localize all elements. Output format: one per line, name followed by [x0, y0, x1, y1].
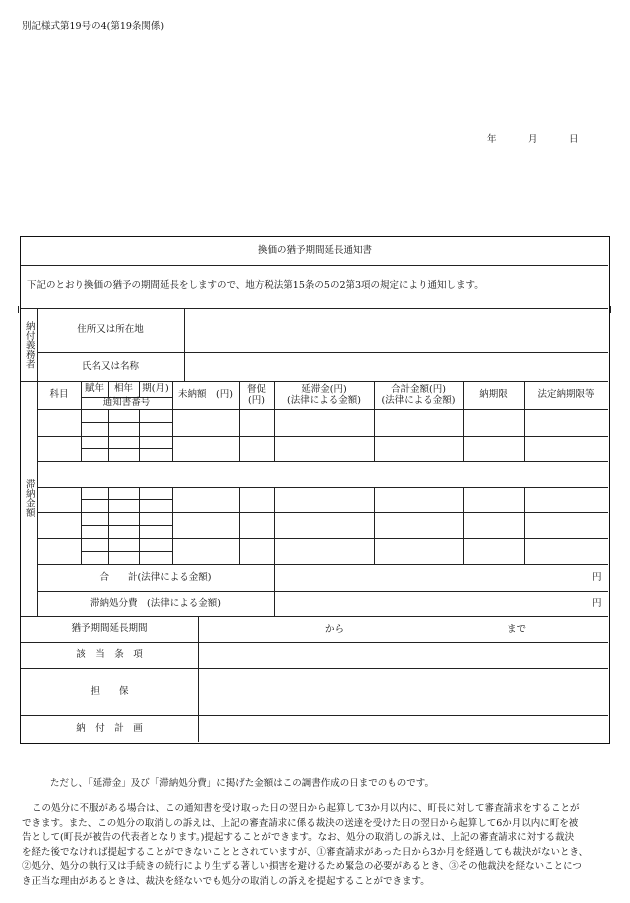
extension-from: から	[325, 624, 345, 635]
taxpayer-section-label: 納付義務者	[23, 321, 35, 369]
col-demand-fee	[239, 381, 274, 409]
appeal-text	[22, 802, 608, 889]
col-item: 科目	[49, 389, 69, 401]
col-late-fee-line1: 延滞金(円)	[301, 383, 347, 395]
date-day: 日	[569, 134, 579, 145]
col-due-date: 納期限	[479, 389, 508, 401]
form-code: 別記様式第19号の4(第19条関係)	[22, 21, 165, 32]
appeal-line: できます。また、この処分の取消しの訴えは、上記の審査請求に係る裁決の送達を受けた日の翌日から起算して6か月以内に町を被	[22, 817, 579, 829]
col-legal-due: 法定納期限等	[537, 389, 595, 401]
col-late-fee	[274, 381, 374, 409]
col-notice-number: 通知書番号	[102, 397, 151, 409]
col-demand-fee-line1: 督促	[246, 383, 266, 395]
notice-intro: 下記のとおり換価の猶予の期間延長をしますので、地方税法第15条の5の2第3項の規定により通知します。	[27, 280, 484, 291]
payment-plan-label: 納 付 計 画	[76, 722, 143, 734]
footer-note: ただし、「延滞金」及び「滞納処分費」に掲げた金額はこの調書作成の日までのものです。	[50, 778, 434, 789]
col-relevant-year: 相年	[113, 383, 133, 395]
disposition-label: 滞納処分費 (法律による金額)	[90, 597, 221, 609]
collateral-label: 担 保	[90, 685, 129, 697]
clause-label: 該 当 条 項	[76, 649, 143, 661]
col-period: 期(月)	[142, 383, 169, 395]
col-late-fee-line2: (法律による金額)	[287, 395, 361, 406]
extension-period-label: 猶予期間延長期間	[71, 623, 148, 635]
appeal-line: 告として(町長が被告の代表者となります。)提起することができます。なお、処分の取消しの訴えは、上記の審査請求に対する裁決	[22, 832, 575, 843]
disposition-unit: 円	[592, 598, 602, 609]
appeal-line: この処分に不服がある場合は、この通知書を受け取った日の翌日から起算して3か月以内に、町長に対して審査請求をすることが	[32, 803, 580, 814]
col-total-line1: 合計金額(円)	[391, 383, 446, 395]
margin-tick-right	[610, 306, 611, 313]
total-unit: 円	[592, 572, 602, 583]
total-label: 合 計(法律による金額)	[99, 571, 212, 583]
date-year: 年	[487, 134, 497, 145]
col-total-line2: (法律による金額)	[381, 395, 456, 406]
appeal-line: き正当な理由があるときは、裁決を経ないでも処分の取消しの訴えを提起することができます。	[22, 875, 430, 887]
date-month: 月	[528, 134, 538, 145]
margin-tick-left	[18, 306, 19, 313]
name-label: 氏名又は名称	[81, 360, 139, 372]
extension-to: まで	[507, 624, 527, 635]
address-label: 住所又は所在地	[77, 324, 144, 336]
notice-title: 換価の猶予期間延長通知書	[257, 245, 372, 256]
appeal-line: を経た後でなければ提起することができないこととされていますが、①審査請求があった日から3か月を経過しても裁決がないとき、	[22, 846, 589, 858]
appeal-line: ②処分、処分の執行又は手続きの続行により生ずる著しい損害を避けるため緊急の必要があるとき、③その他裁決を経ないことにつ	[22, 861, 582, 872]
col-fiscal-year: 賦年	[84, 383, 104, 395]
col-total	[374, 381, 463, 409]
arrears-section-label: 滞納金額	[23, 479, 35, 517]
col-demand-fee-line2: (円)	[248, 395, 265, 406]
col-unpaid-amount: 未納額 (円)	[178, 389, 233, 401]
